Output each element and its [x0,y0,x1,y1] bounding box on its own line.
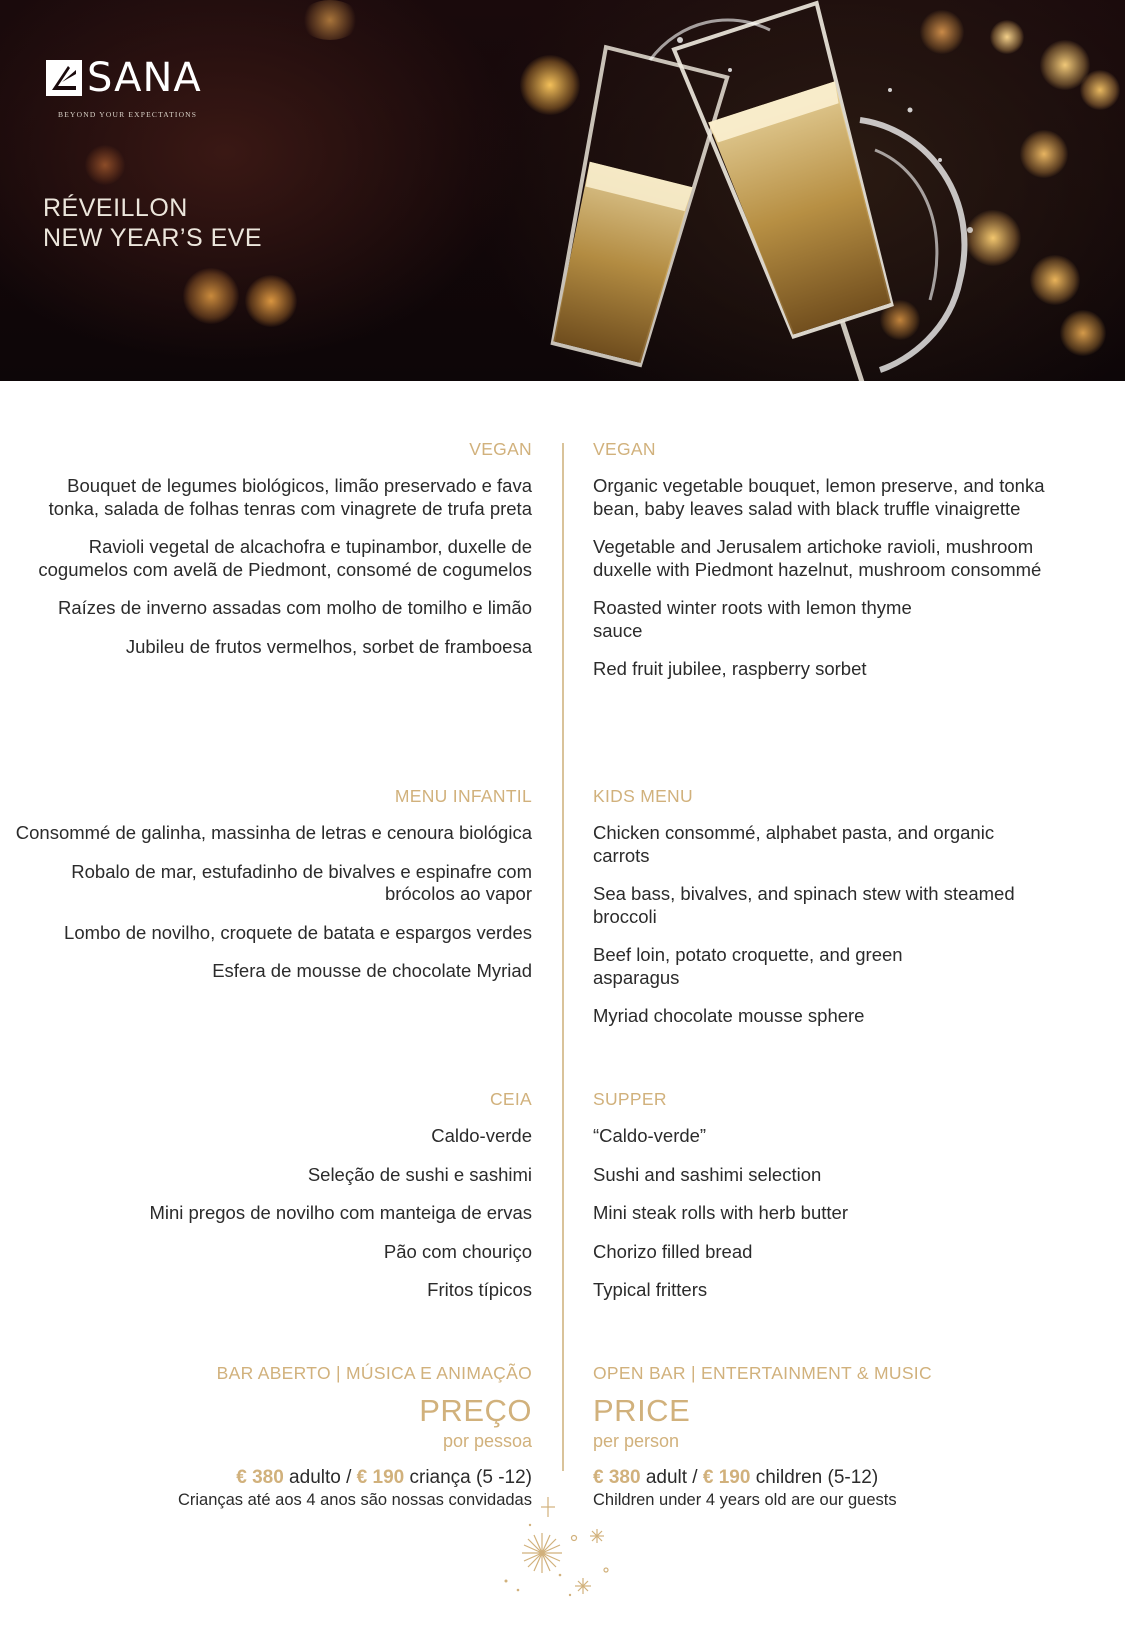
brand-name: SANA [87,55,202,101]
menu-item: Consommé de galinha, massinha de letras e cenoura biológica [15,822,532,843]
supper-section-en [593,1088,1093,1318]
section-title: SUPPER [593,1089,667,1109]
menu-item: Vegetable and Jerusalem artichoke ravioli, mushroom duxelle with Piedmont hazelnut, mushroom consommé [593,536,1042,580]
menu-item: Ravioli vegetal de alcachofra e tupinambor, duxelle de cogumelos com avelã de Piedmont, consomé de cogumelos [38,536,532,580]
open-bar-title: OPEN BAR | ENTERTAINMENT & MUSIC [593,1363,932,1383]
menu-item: Pão com chouriço [383,1240,532,1262]
child-price: € 190 [356,1467,405,1488]
adult-label: adulto / [283,1467,357,1488]
hero-banner [0,0,1125,381]
menu-item: Mini pregos de novilho com manteiga de ervas [149,1202,532,1223]
menu-item: Fritos típicos [427,1279,532,1300]
sana-logo-icon [46,60,82,96]
event-title-pt: RÉVEILLON [43,194,188,222]
price-note: Crianças até aos 4 anos são nossas convidadas [177,1491,532,1509]
menu-item: Beef loin, potato croquette, and green asparagus [593,944,903,988]
event-title [43,193,262,253]
menu-item: Red fruit jubilee, raspberry sorbet [593,658,867,679]
menu-item: Chorizo filled bread [593,1240,753,1262]
menu-item: Sea bass, bivalves, and spinach stew with steamed broccoli [593,883,1015,927]
adult-price: € 380 [236,1467,284,1488]
menu-item: Typical fritters [593,1279,708,1300]
supper-section-pt [12,1088,532,1318]
menu-item: Bouquet de legumes biológicos, limão preservado e fava tonka, salada de folhas tenras com vinagrete de trufa preta [48,475,532,519]
adult-price: € 380 [593,1467,641,1488]
vegan-section-en [593,438,1093,697]
section-title: MENU INFANTIL [394,786,532,806]
child-price: € 190 [702,1467,751,1488]
menu-item: Raízes de inverno assadas com molho de tomilho e limão [57,597,532,618]
menu-item: Organic vegetable bouquet, lemon preserve, and tonka bean, baby leaves salad with black truffle vinaigrette [593,475,1045,519]
event-title-en: NEW YEAR’S EVE [43,224,263,252]
menu-item: Myriad chocolate mousse sphere [593,1005,865,1026]
price-subtitle: por pessoa [442,1431,532,1451]
price-subtitle: per person [593,1431,680,1451]
menu-item: Chicken consommé, alphabet pasta, and organic carrots [593,822,995,866]
menu-item: Jubileu de frutos vermelhos, sorbet de framboesa [125,635,532,657]
section-title: VEGAN [469,439,532,459]
open-bar-title: BAR ABERTO | MÚSICA E ANIMAÇÃO [216,1363,532,1383]
price-line [593,1466,1093,1490]
price-section-pt [12,1362,532,1510]
menu-item: Seleção de sushi e sashimi [307,1163,532,1185]
menu-item: Caldo-verde [431,1125,532,1146]
menu-item: Sushi and sashimi selection [593,1163,822,1185]
menu-item: Lombo de novilho, croquete de batata e espargos verdes [64,921,532,943]
menu-item: Robalo de mar, estufadinho de bivalves e espinafre com brócolos ao vapor [71,860,532,904]
price-note: Children under 4 years old are our guests [593,1491,897,1509]
section-title: KIDS MENU [593,786,693,806]
champagne-glasses-image [530,0,1000,381]
menu-item: Roasted winter roots with lemon thyme sauce [593,597,912,641]
section-title: VEGAN [593,439,656,459]
menu-item: Mini steak rolls with herb butter [593,1202,848,1223]
price-title: PRICE [593,1393,691,1428]
menu-item: Esfera de mousse de chocolate Myriad [212,960,532,981]
adult-label: adult / [640,1467,703,1488]
sana-logo [46,55,202,101]
brand-tagline: BEYOND YOUR EXPECTATIONS [58,110,198,119]
price-title: PREÇO [419,1393,532,1428]
kids-section-en [593,785,1093,1044]
menu-item: “Caldo-verde” [593,1125,707,1146]
child-label: criança (5 -12) [404,1467,532,1488]
price-section-en [593,1362,1093,1510]
sparkle-decoration-icon [500,1495,620,1605]
kids-section-pt [12,785,532,999]
price-line [12,1466,532,1490]
vegan-section-pt [12,438,532,674]
child-label: children (5-12) [750,1467,879,1488]
section-title: CEIA [489,1089,532,1109]
column-divider [562,443,564,1471]
